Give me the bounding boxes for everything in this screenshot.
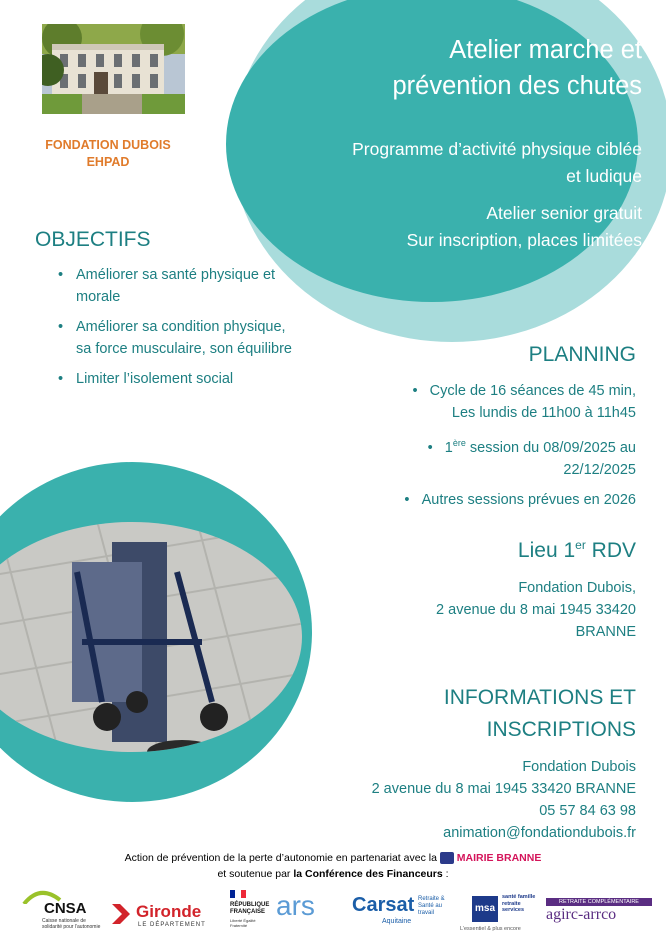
planning-item-line2: 22/12/2025 bbox=[563, 461, 636, 478]
session-number: 1 bbox=[444, 439, 453, 456]
planning-item bbox=[360, 489, 636, 511]
contact-email[interactable]: animation@fondationdubois.fr bbox=[443, 825, 636, 841]
conference-financeurs: la Conférence des Financeurs bbox=[293, 868, 443, 880]
contact-name: Fondation Dubois bbox=[522, 759, 636, 775]
bullet-icon: • bbox=[58, 371, 64, 387]
planning-item bbox=[360, 380, 636, 424]
partnership-note bbox=[0, 852, 666, 864]
gironde-chevron-icon bbox=[110, 902, 132, 926]
infos-heading-line1: INFORMATIONS ET bbox=[443, 686, 636, 709]
bullet-icon: • bbox=[412, 383, 430, 399]
objectif-item-line1: Améliorer sa santé physique et bbox=[76, 267, 276, 283]
organization-name-line1: FONDATION DUBOIS bbox=[45, 138, 171, 152]
page-title bbox=[296, 32, 642, 104]
lieu-address-line1: Fondation Dubois, bbox=[518, 580, 636, 596]
partnership-text: Action de prévention de la perte d’autonomie en partenariat avec la bbox=[124, 852, 437, 864]
ars-logo: ars bbox=[276, 890, 315, 921]
mairie-logo-icon bbox=[440, 852, 454, 864]
lieu-address-line2: 2 avenue du 8 mai 1945 33420 bbox=[436, 602, 636, 618]
contact-phone[interactable]: 05 57 84 63 98 bbox=[539, 803, 636, 819]
carsat-logo: Carsat Retraite & Santé au travail Aquitaine bbox=[352, 894, 445, 925]
objectifs-list bbox=[52, 264, 342, 398]
planning-item-line1: Cycle de 16 séances de 45 min, bbox=[429, 383, 636, 399]
bullet-icon: • bbox=[404, 491, 422, 508]
agirc-arrco-logo: RETRAITE COMPLÉMENTAIRE agirc-arrco bbox=[546, 890, 656, 936]
republique-francaise-logo: RÉPUBLIQUE FRANÇAISE Liberté Égalité Fraternité bbox=[228, 890, 272, 936]
free-workshop-line2: Sur inscription, places limitées bbox=[406, 230, 642, 250]
bullet-icon: • bbox=[58, 267, 64, 283]
free-workshop-notice bbox=[300, 200, 642, 254]
marianne-flag-icon bbox=[230, 890, 246, 898]
organization-name bbox=[28, 137, 188, 171]
objectifs-heading: OBJECTIFS bbox=[35, 228, 151, 251]
objectif-item-line2: morale bbox=[76, 289, 121, 305]
planning-item bbox=[360, 432, 636, 481]
session-number-suffix: ère bbox=[452, 438, 466, 448]
bullet-icon: • bbox=[427, 439, 445, 456]
support-note: et soutenue par la Conférence des Financeurs : bbox=[217, 868, 449, 880]
gironde-logo: Gironde LE DÉPARTEMENT bbox=[110, 890, 214, 936]
organization-name-line2: EHPAD bbox=[86, 155, 130, 169]
objectif-item-line1: Limiter l’isolement social bbox=[76, 371, 234, 387]
page-subtitle-line2: et ludique bbox=[566, 166, 642, 186]
planning-list bbox=[360, 380, 636, 519]
objectif-item-line1: Améliorer sa condition physique, bbox=[76, 319, 286, 335]
lieu-address-line3: BRANNE bbox=[575, 624, 636, 640]
building-photo bbox=[42, 24, 185, 114]
objectif-item bbox=[52, 368, 342, 390]
bullet-icon: • bbox=[58, 319, 64, 335]
free-workshop-line1: Atelier senior gratuit bbox=[486, 203, 642, 223]
objectif-item bbox=[52, 316, 342, 360]
mairie-branne: MAIRIE BRANNE bbox=[456, 852, 542, 864]
infos-heading-line2: INSCRIPTIONS bbox=[486, 718, 636, 741]
contact-address: 2 avenue du 8 mai 1945 33420 BRANNE bbox=[371, 781, 636, 797]
lieu-address bbox=[360, 577, 636, 643]
infos-heading bbox=[380, 682, 636, 746]
page-subtitle bbox=[280, 136, 642, 190]
walker-photo bbox=[0, 462, 312, 802]
objectif-item-line2: sa force musculaire, son équilibre bbox=[76, 341, 292, 357]
lieu-heading: Lieu 1er RDV bbox=[517, 538, 636, 562]
page-subtitle-line1: Programme d’activité physique ciblée bbox=[352, 139, 642, 159]
planning-item-line2: Les lundis de 11h00 à 11h45 bbox=[451, 405, 636, 421]
planning-item-line1: session du 08/09/2025 au bbox=[465, 439, 636, 456]
contact-info bbox=[300, 756, 636, 844]
page-title-line1: Atelier marche et bbox=[449, 36, 642, 64]
planning-heading: PLANNING bbox=[528, 343, 636, 366]
planning-item-line1: Autres sessions prévues en 2026 bbox=[421, 491, 636, 508]
page-title-line2: prévention des chutes bbox=[392, 72, 642, 100]
objectif-item bbox=[52, 264, 342, 308]
msa-logo: msa santé famille retraite services L’essentiel & plus encore bbox=[460, 894, 536, 932]
cnsa-logo: CNSA Caisse nationale de solidarité pour l’autonomie bbox=[18, 890, 98, 936]
partner-logos bbox=[0, 890, 666, 940]
